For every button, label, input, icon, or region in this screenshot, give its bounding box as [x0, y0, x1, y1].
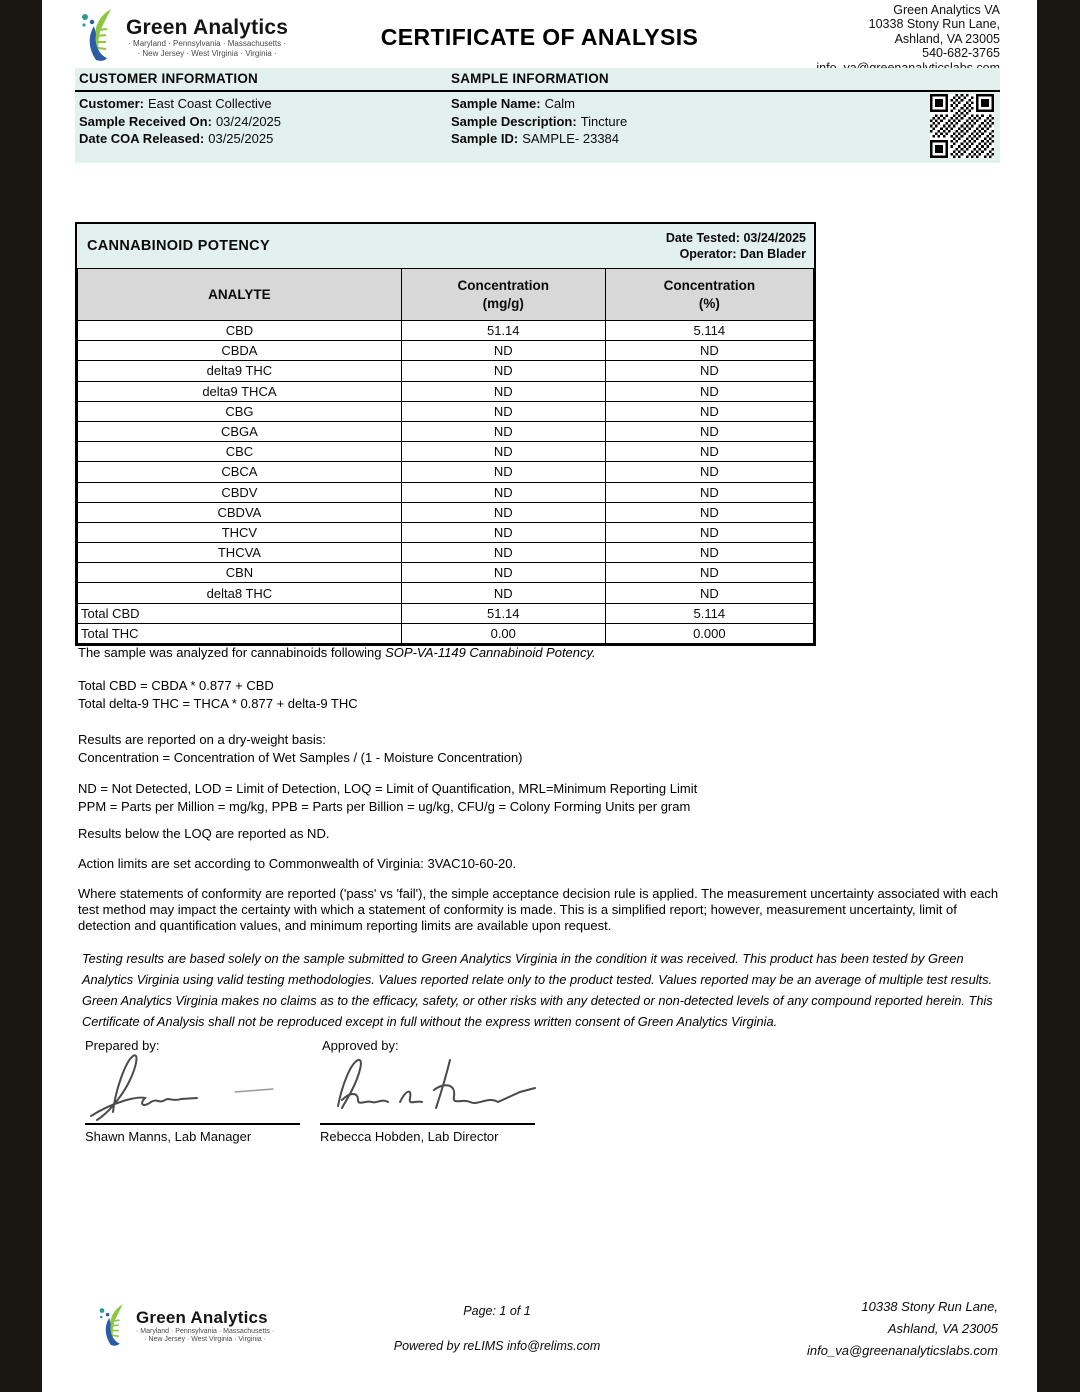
potency-cell-mgg: ND	[401, 583, 605, 603]
potency-analyte-row	[78, 522, 814, 542]
footer-address-line: 10338 Stony Run Lane,	[861, 1299, 998, 1314]
potency-analyte-row	[78, 462, 814, 482]
potency-cell-mgg: ND	[401, 442, 605, 462]
lab-address-line: Ashland, VA 23005	[894, 31, 1000, 46]
column-header-pct: Concentration (%)	[605, 269, 813, 321]
approved-by-label: Approved by:	[322, 1038, 399, 1053]
potency-cell-mgg: ND	[401, 361, 605, 381]
potency-cell-pct: ND	[605, 482, 813, 502]
customer-field: Date COA Released: 03/25/2025	[79, 131, 274, 147]
potency-cell-analyte: delta9 THCA	[78, 381, 402, 401]
potency-cell-pct: ND	[605, 522, 813, 542]
potency-analyte-row	[78, 543, 814, 563]
potency-cell-mgg: ND	[401, 482, 605, 502]
prepared-signature-image	[85, 1052, 295, 1122]
abbreviations-note-1: ND = Not Detected, LOD = Limit of Detection, LOQ = Limit of Quantification, MRL=Minimum Reporting Limit	[78, 781, 698, 796]
potency-cell-pct: ND	[605, 381, 813, 401]
potency-cell-analyte: Total CBD	[78, 603, 402, 623]
potency-total-row	[78, 603, 814, 623]
sample-info-heading: SAMPLE INFORMATION	[451, 71, 609, 86]
potency-cell-mgg: ND	[401, 341, 605, 361]
potency-analyte-row	[78, 401, 814, 421]
customer-info-fields	[79, 95, 281, 148]
document-title: CERTIFICATE OF ANALYSIS	[380, 24, 699, 50]
potency-cell-pct: ND	[605, 401, 813, 421]
potency-cell-mgg: ND	[401, 421, 605, 441]
potency-cell-mgg: ND	[401, 381, 605, 401]
legal-disclaimer: Testing results are based solely on the sample submitted to Green Analytics Virginia in the condition it was received. This product has been tested by Green Analytics Virginia using valid testing methodologies. Values reported relate only to the product tested. Values reported may be an average of multiple test results. Green Analytics Virginia makes no claims as to the efficacy, safety, or other risks with any detected or non-detected levels of any compound reported herein. This Certificate of Analysis shall not be reproduced except in full without the express written consent of Green Analytics Virginia.	[82, 951, 993, 1029]
powered-by: Powered by reLIMS info@relims.com	[393, 1339, 601, 1353]
potency-cell-analyte: Total THC	[78, 623, 402, 643]
potency-cell-pct: 5.114	[605, 321, 813, 341]
potency-cell-mgg: 51.14	[401, 603, 605, 623]
lab-address-line: 10338 Stony Run Lane,	[868, 17, 1000, 32]
potency-cell-analyte: CBC	[78, 442, 402, 462]
qr-code	[930, 94, 994, 158]
potency-analyte-row	[78, 321, 814, 341]
potency-analyte-row	[78, 341, 814, 361]
approved-signature-image	[320, 1048, 555, 1122]
info-section	[75, 68, 1000, 163]
potency-cell-mgg: ND	[401, 563, 605, 583]
potency-meta	[666, 230, 806, 262]
sample-info-fields	[451, 95, 627, 148]
brand-states-line2: · New Jersey · West Virginia · Virginia ·	[137, 49, 277, 59]
footer-center	[222, 1304, 772, 1353]
potency-cell-pct: ND	[605, 462, 813, 482]
approved-by-name: Rebecca Hobden, Lab Director	[320, 1129, 499, 1144]
potency-cell-analyte: delta9 THC	[78, 361, 402, 381]
operator: Operator: Dan Blader	[679, 247, 806, 261]
potency-cell-pct: ND	[605, 421, 813, 441]
potency-analyte-row	[78, 381, 814, 401]
potency-analyte-row	[78, 361, 814, 381]
potency-cell-pct: ND	[605, 563, 813, 583]
cannabinoid-potency-section	[75, 222, 816, 646]
prepared-signature-line	[85, 1123, 300, 1125]
potency-cell-analyte: CBCA	[78, 462, 402, 482]
dry-weight-note-2: Concentration = Concentration of Wet Samples / (1 - Moisture Concentration)	[78, 750, 523, 765]
formula-total-thc: Total delta-9 THC = THCA * 0.877 + delta-9 THC	[78, 696, 358, 711]
potency-cell-mgg: ND	[401, 462, 605, 482]
info-heading-rule	[75, 90, 1000, 92]
lab-address-line: Green Analytics VA	[893, 3, 1000, 17]
potency-cell-mgg: ND	[401, 522, 605, 542]
potency-cell-analyte: CBN	[78, 563, 402, 583]
formula-total-cbd: Total CBD = CBDA * 0.877 + CBD	[78, 678, 274, 693]
potency-title: CANNABINOID POTENCY	[87, 238, 270, 254]
dna-leaf-logo-icon	[98, 1302, 130, 1348]
potency-cell-pct: ND	[605, 543, 813, 563]
sample-field: Sample Description: Tincture	[451, 113, 628, 129]
customer-field: Customer: East Coast Collective	[79, 96, 272, 111]
footer-address-line: Ashland, VA 23005	[887, 1321, 998, 1336]
loq-note: Results below the LOQ are reported as ND.	[78, 826, 330, 841]
potency-cell-analyte: THCVA	[78, 543, 402, 563]
potency-analyte-row	[78, 502, 814, 522]
coa-document-page	[42, 0, 1037, 1392]
footer-address-block	[807, 1296, 998, 1362]
potency-table	[77, 268, 814, 644]
potency-cell-analyte: THCV	[78, 522, 402, 542]
potency-cell-analyte: CBDVA	[78, 502, 402, 522]
potency-cell-pct: ND	[605, 583, 813, 603]
potency-analyte-row	[78, 421, 814, 441]
column-header-mgg: Concentration (mg/g)	[401, 269, 605, 321]
potency-cell-pct: ND	[605, 502, 813, 522]
potency-cell-pct: 0.000	[605, 623, 813, 643]
page-number: Page: 1 of 1	[463, 1304, 531, 1318]
approved-signature-line	[320, 1123, 535, 1125]
potency-analyte-row	[78, 442, 814, 462]
footer-address-line: info_va@greenanalyticslabs.com	[807, 1343, 998, 1358]
sample-field: Sample ID: SAMPLE- 23384	[451, 131, 620, 147]
potency-cell-analyte: delta8 THC	[78, 583, 402, 603]
potency-cell-analyte: CBG	[78, 401, 402, 421]
potency-cell-analyte: CBD	[78, 321, 402, 341]
potency-analyte-row	[78, 583, 814, 603]
lab-address-line: 540-682-3765	[922, 46, 1000, 61]
action-limits-note: Action limits are set according to Commonwealth of Virginia: 3VAC10-60-20.	[78, 856, 517, 871]
method-note: The sample was analyzed for cannabinoids following SOP-VA-1149 Cannabinoid Potency.	[78, 645, 596, 660]
customer-info-heading: CUSTOMER INFORMATION	[79, 71, 258, 86]
lab-address-block	[816, 3, 1000, 75]
potency-analyte-row	[78, 482, 814, 502]
conformity-statement: Where statements of conformity are reported ('pass' vs 'fail'), the simple acceptance decision rule is applied. The measurement uncertainty associated with each test method may impact the certainty with which a statement of conformity is made. This is a simplified report; however, measurement uncertainty, limit of detection and quantification values, and minimum reporting limits are available upon request.	[78, 886, 999, 933]
potency-header-row	[78, 269, 814, 321]
brand-states-line1: · Maryland · Pennsylvania · Massachusetts ·	[136, 1327, 275, 1335]
potency-cell-analyte: CBDA	[78, 341, 402, 361]
potency-cell-pct: ND	[605, 341, 813, 361]
dry-weight-note-1: Results are reported on a dry-weight basis:	[78, 732, 326, 747]
potency-cell-analyte: CBDV	[78, 482, 402, 502]
brand-states-line2: · New Jersey · West Virginia · Virginia ·	[144, 1336, 266, 1344]
column-header-analyte: ANALYTE	[78, 269, 402, 321]
sample-field: Sample Name: Calm	[451, 96, 575, 111]
potency-cell-pct: ND	[605, 442, 813, 462]
potency-cell-mgg: 0.00	[401, 623, 605, 643]
potency-header-band	[77, 224, 814, 268]
abbreviations-note-2: PPM = Parts per Million = mg/kg, PPB = Parts per Billion = ug/kg, CFU/g = Colony Forming Units per gram	[78, 799, 691, 814]
potency-cell-mgg: 51.14	[401, 321, 605, 341]
potency-total-row	[78, 623, 814, 643]
potency-cell-mgg: ND	[401, 502, 605, 522]
brand-name: Green Analytics	[136, 1308, 268, 1327]
brand-states-line1: · Maryland · Pennsylvania · Massachusetts ·	[128, 39, 286, 49]
potency-cell-mgg: ND	[401, 543, 605, 563]
potency-cell-mgg: ND	[401, 401, 605, 421]
brand-name: Green Analytics	[126, 16, 289, 39]
date-tested: Date Tested: 03/24/2025	[665, 231, 806, 245]
prepared-by-label: Prepared by:	[85, 1038, 160, 1053]
potency-analyte-row	[78, 563, 814, 583]
potency-cell-analyte: CBGA	[78, 421, 402, 441]
potency-cell-pct: ND	[605, 361, 813, 381]
prepared-by-name: Shawn Manns, Lab Manager	[85, 1129, 252, 1144]
potency-cell-pct: 5.114	[605, 603, 813, 623]
customer-field: Sample Received On: 03/24/2025	[79, 113, 282, 129]
